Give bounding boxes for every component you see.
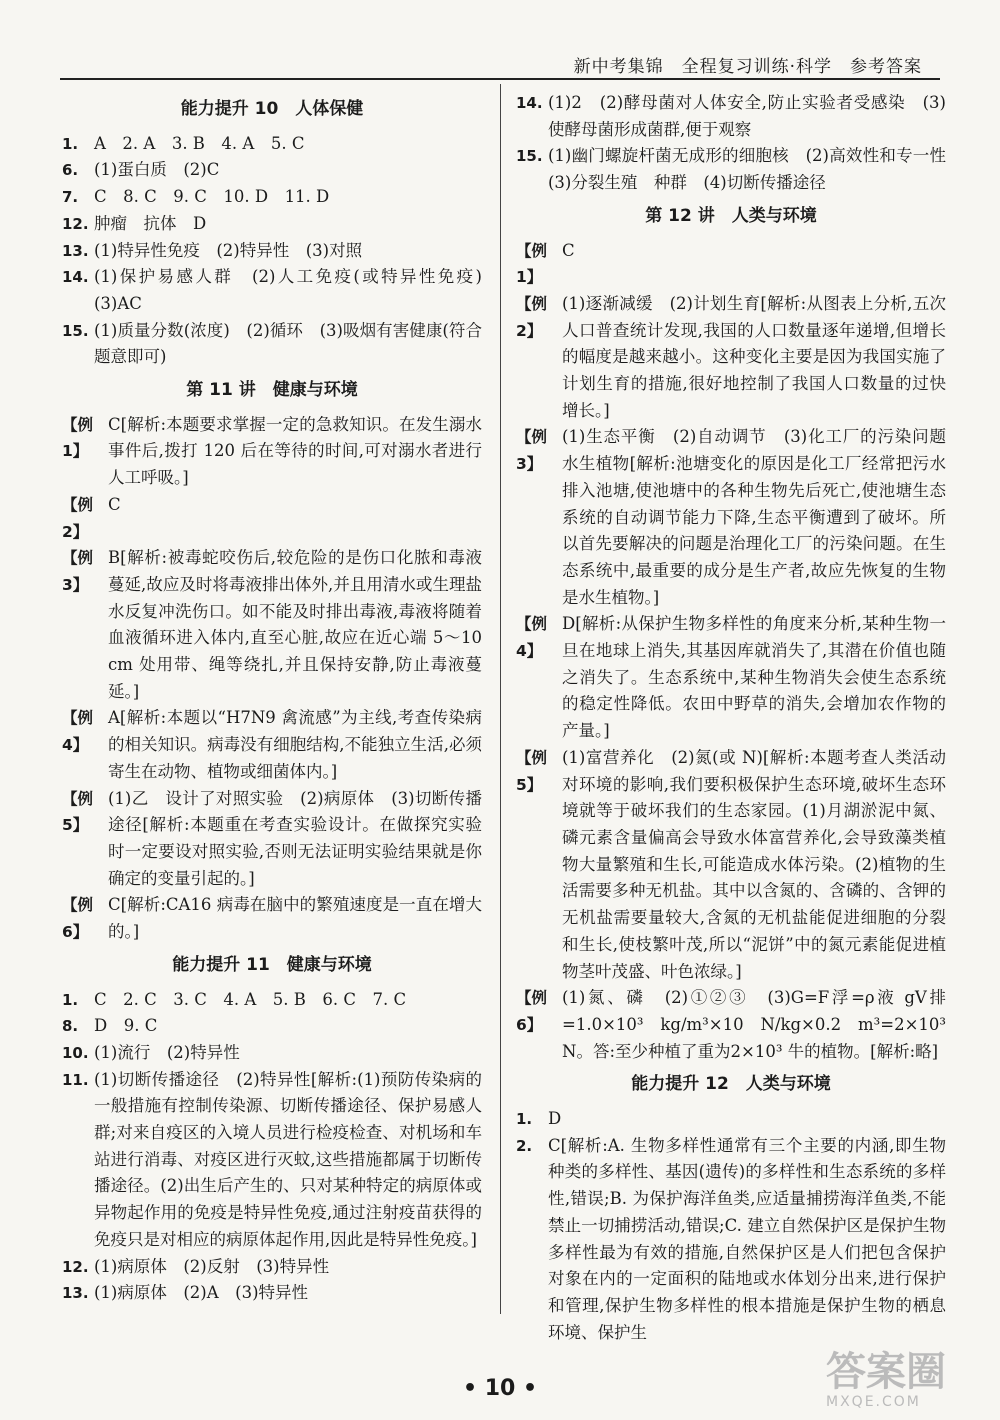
answer-text: C[解析:CA16 病毒在脑中的繁殖速度是一直在增大的。] <box>108 895 482 942</box>
example-label: 【例 1】 <box>516 241 548 287</box>
section-title: 能力提升 11 健康与环境 <box>172 954 372 975</box>
answer-text: D <box>548 1109 562 1129</box>
answer-item <box>62 1254 482 1281</box>
example-item <box>516 291 946 425</box>
section-title: 能力提升 10 人体保健 <box>180 99 364 119</box>
example-item <box>62 492 482 545</box>
example-item <box>516 745 946 985</box>
answer-text: A[解析:本题以“H7N9 禽流感”为主线,考查传染病的相关知识。病毒没有细胞结构,不能独立生活,必须寄生在动物、植物或细菌体内。] <box>108 708 482 781</box>
answer-item <box>62 238 482 265</box>
answer-item <box>516 143 963 196</box>
question-number: 2. <box>516 1136 533 1155</box>
question-number: 6. <box>62 161 79 180</box>
example-label: 【例 5】 <box>516 748 548 794</box>
watermark-logo <box>826 1350 976 1412</box>
section-title: 第 11 讲 健康与环境 <box>186 380 358 401</box>
answer-text: B[解析:被毒蛇咬伤后,较危险的是伤口化脓和毒液蔓延,故应及时将毒液排出体外,并且用清水或生理盐水反复冲洗伤口。如不能及时排出毒液,毒液将随着血液循环进入体内,直至心脏,故应在近心端 5～10 cm 处用带、绳等绕扎,并且保持安静,防止毒液蔓延。] <box>108 548 482 701</box>
example-label: 【例 4】 <box>516 615 548 661</box>
answer-text: (1)富营养化 (2)氮(或 N)[解析:本题考查人类活动对环境的影响,我们要积极保护生态环境,破坏生态环境就等于破坏我们的生态家园。(1)月湖淤泥中氮、磷元素含量偏高会导致水体富营养化,会导致藻类植物大量繁殖和生长,可能造成水体污染。(2)植物的生活需要多种无机盐。其中以含氮的、含磷的、含钾的无机盐需要量较大,含氮的无机盐能促进细胞的分裂和生长,使枝繁叶茂,所以“泥饼”中的氮元素能促进植物茎叶茂盛、叶色浓绿。] <box>562 747 946 981</box>
answer-item <box>62 1067 482 1254</box>
answer-text: D[解析:从保护生物多样性的角度来分析,某种生物一旦在地球上消失,其基因库就消失了,其潜在价值也随之消失了。生态系统中,某种生物消失会使生态系统的稳定性降低。农田中野草的消失,会增加农作物的产量。] <box>562 614 946 741</box>
answer-text: (1)幽门螺旋杆菌无成形的细胞核 (2)高效性和专一性 (3)分裂生殖 种群 (4)切断传播途径 <box>548 146 963 193</box>
page-number: • 10 • <box>462 1376 538 1401</box>
example-label: 【例 6】 <box>516 989 548 1034</box>
answer-text: (1)氮、磷 (2)①②③ (3)G=F浮=ρ液 gV排 =1.0×10³ kg/m³×10 N/kg×0.2 m³=2×10³ N。答:至少种植了重为2×10³ 牛的植物。[解析:略] <box>562 988 946 1061</box>
section-title: 能力提升 12 人类与环境 <box>631 1074 831 1095</box>
section-title: 第 12 讲 人类与环境 <box>645 205 817 226</box>
column-divider <box>500 84 501 1314</box>
answer-text: 肿瘤 抗体 D <box>94 213 207 233</box>
answer-text: (1)逐渐减缓 (2)计划生育[解析:从图表上分析,五次人口普查统计发现,我国的人口数量逐年递增,但增长的幅度是越来越小。这种变化主要是因为我国实施了计划生育的措施,很好地控制了我国人口数量的过快增长。] <box>562 293 946 420</box>
question-number: 15. <box>516 147 543 166</box>
answer-text: (1)保护易感人群 (2)人工免疫(或特异性免疫) (3)AC <box>94 267 499 313</box>
example-list <box>62 412 482 946</box>
answer-text: (1)病原体 (2)反射 (3)特异性 <box>94 1256 330 1276</box>
answer-text: (1)质量分数(浓度) (2)循环 (3)吸烟有害健康(符合题意即可) <box>94 320 482 367</box>
answer-text: A 2. A 3. B 4. A 5. C <box>94 133 305 153</box>
question-number: 8. <box>62 1017 79 1036</box>
example-label: 【例 4】 <box>62 709 94 755</box>
example-label: 【例 3】 <box>516 428 548 474</box>
answer-text: (1)乙 设计了对照实验 (2)病原体 (3)切断传播途径[解析:本题重在考查实验设计。在做探究实验时一定要设对照实验,否则无法证明实验结果就是你确定的变量引起的。] <box>108 788 482 888</box>
example-item <box>516 238 946 291</box>
answer-item <box>62 157 482 184</box>
example-item <box>62 786 482 893</box>
example-list <box>516 238 963 1066</box>
answer-text: (1)2 (2)酵母菌对人体安全,防止实验者受感染 (3)使酵母菌形成菌群,便于观察 <box>548 93 946 139</box>
example-item <box>62 705 482 785</box>
question-number: 14. <box>62 268 89 287</box>
answer-item <box>62 318 482 371</box>
answer-item <box>516 1106 946 1133</box>
question-number: 7. <box>62 188 79 207</box>
answer-text: (1)蛋白质 (2)C <box>94 160 220 180</box>
example-item <box>516 424 963 611</box>
question-number: 10. <box>62 1043 89 1062</box>
answer-list <box>516 1106 946 1346</box>
example-item <box>62 892 482 945</box>
answer-item <box>62 184 482 211</box>
example-label: 【例 2】 <box>516 294 548 340</box>
answer-text: (1)特异性免疫 (2)特异性 (3)对照 <box>94 240 363 260</box>
example-label: 【例 3】 <box>62 549 94 594</box>
example-item <box>62 545 482 705</box>
watermark-url: MXQE.COM <box>826 1394 921 1410</box>
answer-item <box>62 264 499 317</box>
answer-item <box>62 987 482 1014</box>
example-label: 【例 1】 <box>62 415 94 461</box>
answer-text: C <box>108 494 121 514</box>
answer-item <box>62 211 482 238</box>
left-column <box>62 90 499 1307</box>
answer-text: C[解析:本题要求掌握一定的急救知识。在发生溺水事件后,拨打 120 后在等待的时间,可对溺水者进行人工呼吸。] <box>108 414 482 488</box>
example-label: 【例 2】 <box>62 495 94 541</box>
answer-text: (1)生态平衡 (2)自动调节 (3)化工厂的污染问题 水生植物[解析:池塘变化的原因是化工厂经常把污水排入池塘,使池塘中的各种生物先后死亡,使池塘生态系统的自动调节能力下降,生态平衡遭到了破坏。所以首先要解决的问题是治理化工厂的污染问题。在生态系统中,最重要的成分是生产者,故应先恢复的生物是水生植物。] <box>562 427 963 607</box>
answer-item <box>62 131 482 158</box>
question-number: 1. <box>62 990 79 1009</box>
answer-text: C 2. C 3. C 4. A 5. B 6. C 7. C <box>94 989 407 1009</box>
answer-item <box>62 1040 482 1067</box>
question-number: 14. <box>516 94 543 112</box>
question-number: 12. <box>62 214 89 233</box>
answer-list <box>62 131 499 371</box>
example-item <box>62 412 482 492</box>
answer-text: C 8. C 9. C 10. D 11. D <box>94 187 330 207</box>
answer-list <box>516 90 963 197</box>
example-item <box>516 985 946 1065</box>
question-number: 11. <box>62 1070 89 1089</box>
question-number: 15. <box>62 321 89 340</box>
running-header: 新中考集锦 全程复习训练·科学 参考答案 <box>60 52 940 80</box>
answer-text: (1)流行 (2)特异性 <box>94 1042 240 1062</box>
watermark-text: 答案圈 <box>826 1349 946 1395</box>
right-column <box>516 90 963 1346</box>
example-label: 【例 5】 <box>62 789 94 835</box>
answer-item <box>62 1280 482 1307</box>
example-label: 【例 6】 <box>62 896 94 942</box>
answer-item <box>516 90 946 143</box>
answer-text: C[解析:A. 生物多样性通常有三个主要的内涵,即生物种类的多样性、基因(遗传)的多样性和生态系统的多样性,错误;B. 为保护海洋鱼类,应适量捕捞海洋鱼类,不能禁止一切捕捞活动,错误;C. 建立自然保护区是保护生物多样性最为有效的措施,自然保护区是人们把包含保护对象在内的一定面积的陆地或水体划分出来,进行保护和管理,保护生物多样性的根本措施是保护生物的栖息环境、保护生 <box>548 1135 946 1342</box>
question-number: 13. <box>62 241 89 260</box>
answer-list <box>62 987 482 1307</box>
answer-text: (1)病原体 (2)A (3)特异性 <box>94 1283 309 1303</box>
question-number: 1. <box>516 1110 533 1129</box>
question-number: 13. <box>62 1284 89 1303</box>
question-number: 12. <box>62 1257 89 1276</box>
answer-text: D 9. C <box>94 1016 158 1036</box>
answer-item <box>516 1133 946 1347</box>
example-item <box>516 611 946 745</box>
answer-item <box>62 1013 482 1040</box>
answer-text: (1)切断传播途径 (2)特异性[解析:(1)预防传染病的一般措施有控制传染源、切断传播途径、保护易感人群;对来自疫区的入境人员进行检疫检查、对机场和车站进行消毒、对疫区进行灭蚊,这些措施都属于切断传播途径。(2)出生后产生的、只对某种特定的病原体或异物起作用的免疫是特异性免疫,通过注射疫苗获得的免疫只是对相应的病原体起作用,因此是特异性免疫。] <box>94 1069 482 1249</box>
answer-text: C <box>562 240 575 260</box>
question-number: 1. <box>62 134 79 153</box>
